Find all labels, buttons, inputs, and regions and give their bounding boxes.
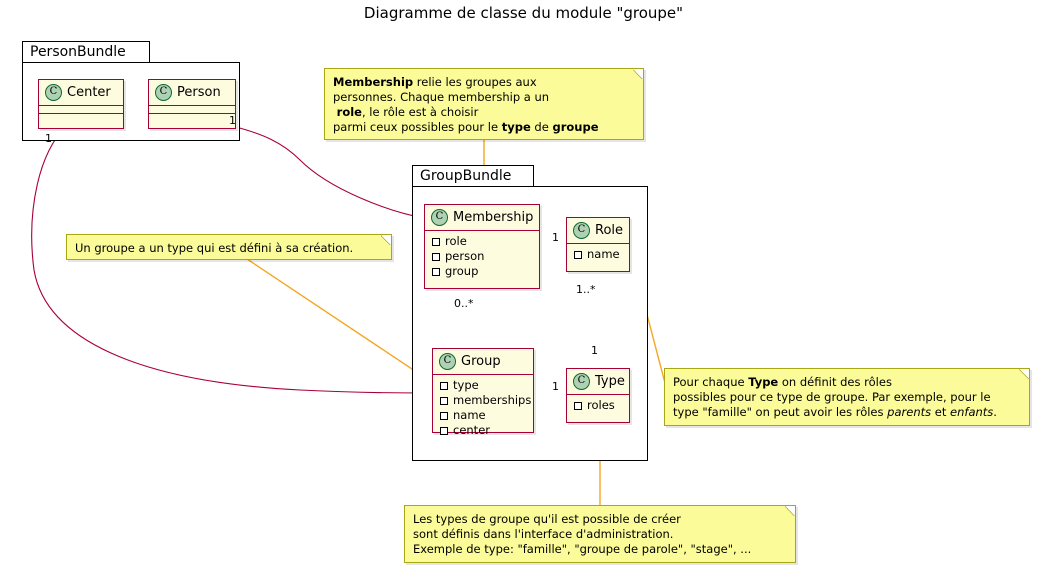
visibility-icon bbox=[574, 251, 582, 259]
note-role-type-l3-end: . bbox=[993, 405, 997, 419]
attribute-name: group bbox=[445, 264, 479, 278]
attribute-row bbox=[440, 378, 527, 393]
note-role-type-l3-pre: type "famille" on peut avoir les rôles bbox=[673, 405, 888, 419]
note-role-type-l1-pre: Pour chaque bbox=[673, 375, 749, 389]
package-tab-groupbundle bbox=[412, 165, 534, 187]
attribute-name: roles bbox=[587, 398, 615, 412]
visibility-icon bbox=[432, 268, 440, 276]
note-role-type-l1-bold: Type bbox=[748, 375, 779, 389]
note-role-type-l3-mid: et bbox=[931, 405, 951, 419]
note-membership-l3-rest: , le rôle est à choisir bbox=[361, 105, 479, 119]
class-membership-attrs bbox=[425, 231, 539, 282]
attribute-row bbox=[440, 393, 532, 408]
class-icon: C bbox=[573, 373, 590, 390]
note-types-admin-l1: Les types de groupe qu'il est possible de créer bbox=[413, 512, 681, 526]
attribute-name: role bbox=[445, 234, 467, 248]
note-group-type-text: Un groupe a un type qui est défini à sa création. bbox=[75, 241, 354, 255]
class-center-header bbox=[39, 80, 123, 106]
attribute-name: person bbox=[445, 249, 485, 263]
note-fold-icon bbox=[785, 506, 795, 516]
class-icon: C bbox=[155, 84, 172, 101]
class-center[interactable] bbox=[38, 79, 124, 129]
attribute-row bbox=[432, 264, 533, 279]
class-membership[interactable] bbox=[424, 204, 540, 289]
class-person-methods bbox=[149, 114, 235, 121]
note-role-type-l2: possibles pour ce type de groupe. Par exemple, pour le bbox=[673, 390, 991, 404]
class-type-header bbox=[567, 369, 629, 395]
class-group[interactable] bbox=[432, 348, 534, 437]
note-membership-l1-bold: Membership bbox=[333, 75, 414, 89]
attribute-name: memberships bbox=[453, 393, 532, 407]
class-type[interactable] bbox=[566, 368, 630, 423]
class-membership-name: Membership bbox=[453, 210, 534, 225]
class-icon: C bbox=[573, 222, 590, 239]
class-icon: C bbox=[45, 84, 62, 101]
note-membership-l2: personnes. Chaque membership a un bbox=[333, 90, 550, 104]
class-role-header bbox=[567, 218, 629, 244]
note-membership-l4-mid: de bbox=[530, 120, 553, 134]
visibility-icon bbox=[440, 412, 448, 420]
class-role-attrs bbox=[567, 244, 629, 265]
package-label-personbundle: PersonBundle bbox=[30, 44, 126, 60]
visibility-icon bbox=[432, 253, 440, 261]
package-label-groupbundle: GroupBundle bbox=[420, 168, 512, 184]
package-tab-personbundle bbox=[22, 41, 150, 63]
class-person-header bbox=[149, 80, 235, 106]
class-type-name: Type bbox=[595, 374, 625, 389]
diagram-title: Diagramme de classe du module "groupe" bbox=[363, 4, 684, 22]
class-role[interactable] bbox=[566, 217, 630, 272]
attribute-row bbox=[432, 249, 533, 264]
class-membership-header bbox=[425, 205, 539, 231]
note-role-type-l3-i2: enfants bbox=[950, 405, 994, 419]
class-center-name: Center bbox=[67, 85, 111, 100]
multiplicity-group-type-one: 1 bbox=[552, 380, 559, 393]
attribute-row bbox=[432, 234, 533, 249]
visibility-icon bbox=[574, 402, 582, 410]
attribute-row bbox=[574, 398, 623, 413]
attribute-row bbox=[574, 247, 623, 262]
note-membership bbox=[324, 68, 644, 140]
multiplicity-membership-many: 0..* bbox=[454, 297, 474, 310]
class-person[interactable] bbox=[148, 79, 236, 129]
class-group-name: Group bbox=[461, 354, 501, 369]
multiplicity-center-one: 1 bbox=[45, 132, 52, 145]
note-role-type-l3-i1: parents bbox=[887, 405, 932, 419]
class-type-attrs bbox=[567, 395, 629, 416]
visibility-icon bbox=[440, 382, 448, 390]
attribute-name: name bbox=[587, 247, 620, 261]
note-group-type bbox=[66, 234, 392, 260]
visibility-icon bbox=[440, 397, 448, 405]
note-membership-l4-b1: type bbox=[501, 120, 531, 134]
note-fold-icon bbox=[1019, 369, 1029, 379]
note-membership-l3-bold: role bbox=[336, 105, 362, 119]
note-role-type-l1-rest: on définit des rôles bbox=[778, 375, 892, 389]
note-membership-l4-b2: groupe bbox=[552, 120, 599, 134]
note-types-admin bbox=[404, 505, 796, 563]
class-person-attrs bbox=[149, 106, 235, 114]
class-icon: C bbox=[431, 209, 448, 226]
multiplicity-role-many: 1..* bbox=[576, 283, 596, 296]
note-types-admin-l3: Exemple de type: "famille", "groupe de parole", "stage", ... bbox=[413, 542, 752, 556]
attribute-row bbox=[440, 423, 527, 438]
class-group-header bbox=[433, 349, 533, 375]
class-role-name: Role bbox=[595, 223, 624, 238]
note-membership-l4-pre: parmi ceux possibles pour le bbox=[333, 120, 502, 134]
attribute-name: type bbox=[453, 378, 479, 392]
note-fold-icon bbox=[381, 235, 391, 245]
class-icon: C bbox=[439, 353, 456, 370]
class-center-methods bbox=[39, 114, 123, 121]
note-role-type bbox=[664, 368, 1030, 426]
class-center-attrs bbox=[39, 106, 123, 114]
multiplicity-type-one: 1 bbox=[591, 344, 598, 357]
attribute-row bbox=[440, 408, 527, 423]
note-fold-icon bbox=[633, 69, 643, 79]
visibility-icon bbox=[432, 238, 440, 246]
visibility-icon bbox=[440, 427, 448, 435]
attribute-name: center bbox=[453, 423, 490, 437]
multiplicity-role-one: 1 bbox=[552, 231, 559, 244]
attribute-name: name bbox=[453, 408, 486, 422]
note-membership-l1-rest: relie les groupes aux bbox=[413, 75, 537, 89]
class-group-attrs bbox=[433, 375, 533, 441]
class-person-name: Person bbox=[177, 85, 221, 100]
note-types-admin-l2: sont définis dans l'interface d'administration. bbox=[413, 527, 674, 541]
multiplicity-person-one: 1 bbox=[229, 114, 236, 127]
